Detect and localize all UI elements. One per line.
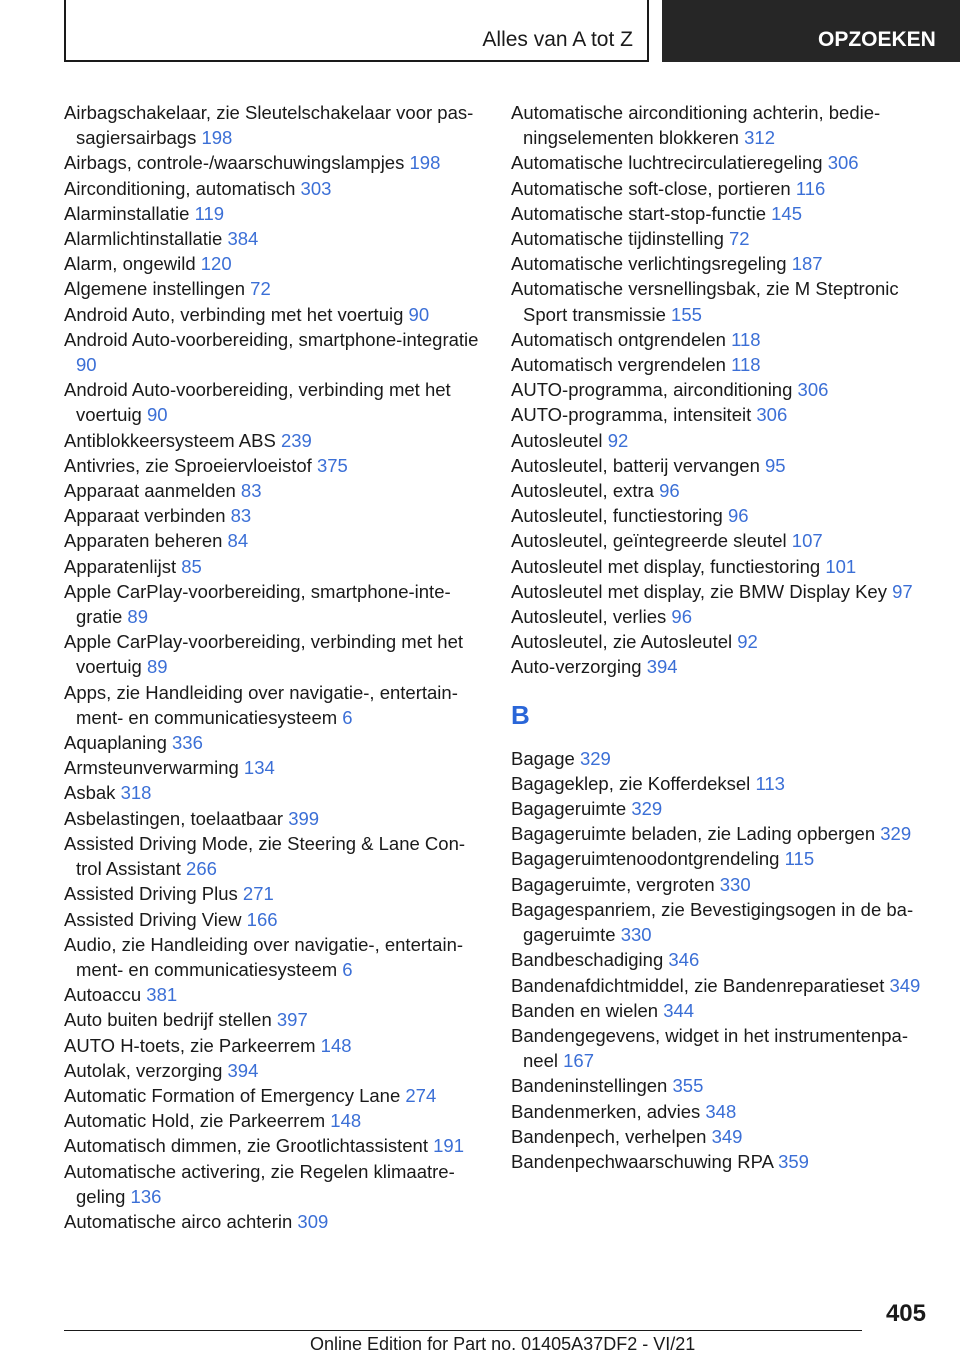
- page-reference-link[interactable]: 330: [719, 873, 751, 895]
- index-entry-text: Alarmlichtinstallatie: [64, 228, 223, 250]
- index-entry-text: Airconditioning, automatisch: [64, 177, 296, 199]
- index-entry: [64, 907, 484, 932]
- index-entry: [64, 1108, 484, 1133]
- page-reference-link[interactable]: 166: [246, 908, 278, 930]
- index-entry: [64, 327, 484, 377]
- index-entry-text: Bandenpechwaarschuwing RPA: [511, 1150, 773, 1172]
- page-reference-link[interactable]: 97: [892, 580, 913, 602]
- index-entry-text: Bandengegevens, widget in het instrumentenpaneel: [511, 1024, 909, 1072]
- index-entry-text: Assisted Driving View: [64, 908, 242, 930]
- index-entry: [511, 771, 931, 796]
- page-reference-link[interactable]: 397: [276, 1009, 308, 1031]
- page-reference-link[interactable]: 381: [146, 984, 178, 1006]
- page-reference-link[interactable]: 329: [579, 747, 611, 769]
- index-entry: [511, 503, 931, 528]
- index-entry-text: Bagageklep, zie Kofferdeksel: [511, 772, 751, 794]
- page-reference-link[interactable]: 6: [342, 706, 353, 728]
- page-reference-link[interactable]: 101: [825, 555, 857, 577]
- index-entry: [64, 881, 484, 906]
- index-entry: [511, 528, 931, 553]
- page-reference-link[interactable]: 329: [631, 798, 663, 820]
- page-reference-link[interactable]: 239: [280, 429, 312, 451]
- index-entry: [64, 1058, 484, 1083]
- page-reference-link[interactable]: 148: [320, 1034, 352, 1056]
- index-entry: [64, 251, 484, 276]
- index-entry-text: Apparaat aanmelden: [64, 480, 236, 502]
- index-entry-text: Alarm, ongewild: [64, 253, 196, 275]
- index-entry: [64, 100, 484, 150]
- index-entry: [64, 478, 484, 503]
- index-entry: [64, 831, 484, 881]
- page-reference-link[interactable]: 394: [227, 1059, 259, 1081]
- index-entry: [511, 226, 931, 251]
- index-entry-text: Autosleutel, functiestoring: [511, 505, 723, 527]
- page-reference-link[interactable]: 274: [405, 1084, 437, 1106]
- index-entry: [511, 428, 931, 453]
- page-reference-link[interactable]: 120: [200, 253, 232, 275]
- index-entry-text: Apparaat verbinden: [64, 505, 226, 527]
- index-column-left: [64, 100, 484, 1234]
- page-reference-link[interactable]: 96: [728, 505, 749, 527]
- index-entry: [511, 973, 931, 998]
- index-entry-text: Android Auto-voorbereiding, verbinding met het voertuig: [64, 379, 451, 426]
- section-letter: B: [511, 699, 530, 730]
- page-reference-link[interactable]: 136: [130, 1185, 162, 1207]
- index-entry: [511, 251, 931, 276]
- page-number: 405: [885, 1300, 926, 1327]
- index-entry-text: Autosleutel met display, zie BMW Display Key: [511, 580, 887, 602]
- page-reference-link[interactable]: 306: [827, 152, 859, 174]
- index-entry: [64, 982, 484, 1007]
- index-entry-text: Auto buiten bedrijf stellen: [64, 1009, 272, 1031]
- index-entry: [64, 276, 484, 301]
- index-entry: [511, 897, 931, 947]
- index-entry: [511, 276, 931, 326]
- index-entry: [511, 821, 931, 846]
- index-entry-text: Algemene instellingen: [64, 278, 246, 300]
- page-reference-link[interactable]: 187: [791, 253, 823, 275]
- footer-divider: [64, 1330, 862, 1331]
- page-reference-link[interactable]: 148: [330, 1110, 362, 1132]
- index-entry: [64, 579, 484, 629]
- page-reference-link[interactable]: 118: [731, 354, 761, 376]
- index-entry: [511, 1099, 931, 1124]
- index-entry-text: Autolak, verzorging: [64, 1059, 223, 1081]
- index-entry: [64, 377, 484, 427]
- index-entry-text: Bagageruimte, vergroten: [511, 873, 715, 895]
- index-entry: [511, 1124, 931, 1149]
- page-reference-link[interactable]: 72: [250, 278, 271, 300]
- index-entry: [511, 746, 931, 771]
- index-entry-text: Autosleutel, batterij vervangen: [511, 454, 760, 476]
- index-entry-text: Automatische activering, zie Regelen klimaatregeling: [64, 1160, 455, 1207]
- index-entry-text: Bandbeschadiging: [511, 949, 664, 971]
- page-reference-link[interactable]: 89: [146, 656, 168, 678]
- page-reference-link[interactable]: 6: [342, 958, 353, 980]
- index-entry-text: Assisted Driving Mode, zie Steering & Lane Control Assistant: [64, 832, 466, 880]
- page-reference-link[interactable]: 115: [784, 848, 815, 870]
- index-entry: [511, 100, 931, 150]
- index-entry: [511, 352, 931, 377]
- index-entry-text: Alarminstallatie: [64, 202, 190, 224]
- page-reference-link[interactable]: 83: [240, 480, 262, 502]
- page-reference-link[interactable]: 134: [243, 757, 275, 779]
- index-entry-text: Audio, zie Handleiding over navigatie-, entertainment- en communicatiesysteem: [64, 933, 464, 980]
- index-entry: [511, 947, 931, 972]
- page-reference-link[interactable]: 118: [731, 328, 761, 350]
- page-reference-link[interactable]: 349: [711, 1125, 743, 1147]
- index-entry: [64, 755, 484, 780]
- index-entry: [64, 680, 484, 730]
- page-reference-link[interactable]: 346: [668, 949, 700, 971]
- page-reference-link[interactable]: 92: [607, 429, 629, 451]
- index-entry-text: Asbelastingen, toelaatbaar: [64, 807, 284, 829]
- index-entry-text: Aquaplaning: [64, 732, 167, 754]
- page-reference-link[interactable]: 198: [409, 152, 441, 174]
- index-entry-text: Apps, zie Handleiding over navigatie-, entertainment- en communicatiesysteem: [64, 681, 458, 728]
- page-reference-link[interactable]: 344: [663, 999, 695, 1021]
- index-entry-text: Assisted Driving Plus: [64, 883, 238, 905]
- page-reference-link[interactable]: 329: [880, 823, 912, 845]
- section-title: Alles van A tot Z: [482, 28, 633, 51]
- index-entry-text: Automatische airconditioning achterin, bedieningselementen blokkeren: [511, 102, 881, 149]
- page-reference-link[interactable]: 113: [755, 772, 785, 794]
- page-reference-link[interactable]: 155: [671, 303, 702, 325]
- page-reference-link[interactable]: 72: [729, 228, 750, 250]
- index-entry: [511, 1023, 931, 1073]
- index-entry-text: Apple CarPlay-voorbereiding, verbinding met het voertuig: [64, 631, 463, 678]
- index-entry-text: Bandenpech, verhelpen: [511, 1125, 707, 1147]
- index-entry-text: Antiblokkeersysteem ABS: [64, 429, 276, 451]
- page-reference-link[interactable]: 116: [795, 177, 826, 199]
- index-entry: [64, 1033, 484, 1058]
- index-entry-text: Automatische soft-close, portieren: [511, 177, 791, 199]
- page-reference-link[interactable]: 266: [186, 858, 217, 880]
- index-entry-text: Autosleutel: [511, 429, 603, 451]
- page-reference-link[interactable]: 330: [620, 924, 652, 946]
- page-reference-link[interactable]: 303: [300, 177, 332, 199]
- index-entry: [511, 402, 931, 427]
- footer-edition: Online Edition for Part no. 01405A37DF2 - VI/21: [310, 1334, 696, 1354]
- index-entry: [64, 1007, 484, 1032]
- index-entry: [64, 226, 484, 251]
- index-entry: [511, 579, 931, 604]
- index-entry-text: Automatische start-stop-functie: [511, 202, 766, 224]
- index-entry: [64, 554, 484, 579]
- index-entry: [64, 176, 484, 201]
- index-entry: [511, 796, 931, 821]
- index-entry: [64, 1133, 484, 1158]
- index-entry: [511, 150, 931, 175]
- index-entry-text: AUTO-programma, intensiteit: [511, 404, 752, 426]
- page-reference-link[interactable]: 359: [778, 1150, 809, 1172]
- index-entry-text: Apparatenlijst: [64, 555, 177, 577]
- index-entry-text: Automatic Hold, zie Parkeerrem: [64, 1110, 326, 1132]
- index-entry: [64, 629, 484, 679]
- index-entry-text: Armsteunverwarming: [64, 757, 239, 779]
- index-column-right: [511, 100, 931, 1174]
- page-reference-link[interactable]: 306: [756, 404, 788, 426]
- index-entry-text: Bagageruimtenoodontgrendeling: [511, 848, 780, 870]
- index-entry: [511, 176, 931, 201]
- page-reference-link[interactable]: 90: [408, 303, 430, 325]
- page-reference-link[interactable]: 348: [705, 1100, 737, 1122]
- page-reference-link[interactable]: 312: [744, 127, 775, 149]
- page-reference-link[interactable]: 375: [316, 454, 348, 476]
- index-entry-text: Autosleutel, zie Autosleutel: [511, 631, 733, 653]
- index-entry: [64, 806, 484, 831]
- index-entry-text: Automatisch vergrendelen: [511, 354, 726, 376]
- page-reference-link[interactable]: 107: [791, 530, 823, 552]
- index-entry-text: Apple CarPlay-voorbereiding, smartphone-integratie: [64, 580, 451, 628]
- index-entry-text: Autoaccu: [64, 984, 142, 1006]
- page-reference-link[interactable]: 349: [889, 974, 921, 996]
- page-reference-link[interactable]: 167: [563, 1050, 594, 1072]
- index-entry: [511, 453, 931, 478]
- index-entry-text: Android Auto-voorbereiding, smartphone-integratie: [64, 328, 479, 350]
- header-box: [64, 0, 649, 62]
- index-entry: [64, 1159, 484, 1209]
- index-entry: [64, 302, 484, 327]
- index-entry: [511, 629, 931, 654]
- index-entry: [511, 654, 931, 679]
- page-reference-link[interactable]: 318: [120, 782, 152, 804]
- index-entry: [64, 780, 484, 805]
- index-entry-text: Autosleutel met display, functiestoring: [511, 555, 821, 577]
- index-entry-text: Automatische airco achterin: [64, 1210, 293, 1232]
- index-entry: [64, 150, 484, 175]
- page-reference-link[interactable]: 145: [771, 202, 803, 224]
- page-reference-link[interactable]: 85: [181, 555, 202, 577]
- index-entry-text: AUTO-programma, airconditioning: [511, 379, 793, 401]
- index-entry: [64, 730, 484, 755]
- index-entry-text: Bandenmerken, advies: [511, 1100, 701, 1122]
- page-reference-link[interactable]: 394: [646, 656, 678, 678]
- index-entry-text: Bagageruimte beladen, zie Lading opbergen: [511, 823, 876, 845]
- index-entry-text: Automatisch ontgrendelen: [511, 328, 726, 350]
- index-entry-text: Automatische tijdinstelling: [511, 228, 724, 250]
- index-entry-text: Airbags, controle-/waarschuwingslampjes: [64, 152, 405, 174]
- page-reference-link[interactable]: 309: [297, 1210, 329, 1232]
- index-entry-text: Bagage: [511, 747, 575, 769]
- page-reference-link[interactable]: 271: [242, 883, 274, 905]
- index-entry: [511, 327, 931, 352]
- index-entry-text: Automatische verlichtingsregeling: [511, 253, 787, 275]
- index-entry: [511, 554, 931, 579]
- index-entry-text: Banden en wielen: [511, 999, 659, 1021]
- index-entry-text: Antivries, zie Sproeiervloeistof: [64, 454, 312, 476]
- index-entry-text: Auto-verzorging: [511, 656, 642, 678]
- page-reference-link[interactable]: 83: [230, 505, 252, 527]
- page-reference-link[interactable]: 89: [127, 606, 148, 628]
- index-entry: [511, 377, 931, 402]
- page-reference-link[interactable]: 384: [227, 228, 259, 250]
- page-reference-link[interactable]: 95: [765, 454, 786, 476]
- index-entry-text: Bagageruimte: [511, 798, 627, 820]
- index-entry: [511, 872, 931, 897]
- index-entry: [64, 201, 484, 226]
- page-reference-link[interactable]: 355: [672, 1075, 704, 1097]
- index-entry: [64, 932, 484, 982]
- index-entry-text: Automatisch dimmen, zie Grootlichtassistent: [64, 1135, 428, 1157]
- index-entry-text: Automatische versnellingsbak, zie M Steptronic Sport transmissie: [511, 278, 899, 325]
- index-entry: [511, 1073, 931, 1098]
- index-entry: [64, 428, 484, 453]
- page-reference-link[interactable]: 90: [76, 354, 97, 376]
- index-entry: [64, 503, 484, 528]
- page-reference-link[interactable]: 119: [194, 202, 225, 224]
- page-reference-link[interactable]: 191: [433, 1135, 464, 1157]
- index-entry-text: Bandenafdichtmiddel, zie Bandenreparatieset: [511, 974, 885, 996]
- index-entry: [64, 453, 484, 478]
- index-entry: [511, 846, 931, 871]
- page-reference-link[interactable]: 84: [227, 530, 249, 552]
- page-reference-link[interactable]: 198: [201, 127, 233, 149]
- index-entry: [511, 478, 931, 503]
- index-entry-text: Autosleutel, verlies: [511, 606, 667, 628]
- page-reference-link[interactable]: 92: [737, 631, 758, 653]
- index-entry-text: Autosleutel, extra: [511, 480, 654, 502]
- index-entry: [511, 998, 931, 1023]
- page-reference-link[interactable]: 96: [659, 480, 680, 502]
- index-entry: [511, 201, 931, 226]
- index-entry-text: Airbagschakelaar, zie Sleutelschakelaar voor passagiersairbags: [64, 102, 474, 149]
- index-entry-text: Bandeninstellingen: [511, 1075, 668, 1097]
- index-entry-text: Automatic Formation of Emergency Lane: [64, 1084, 401, 1106]
- index-entry-text: AUTO H-toets, zie Parkeerrem: [64, 1034, 316, 1056]
- index-entry-text: Android Auto, verbinding met het voertuig: [64, 303, 404, 325]
- index-entry: [64, 528, 484, 553]
- page-reference-link[interactable]: 90: [146, 404, 168, 426]
- index-entry-text: Automatische luchtrecirculatieregeling: [511, 152, 823, 174]
- page-reference-link[interactable]: 96: [671, 606, 692, 628]
- index-entry-text: Bagagespanriem, zie Bevestigingsogen in de bagageruimte: [511, 898, 914, 946]
- index-entry-text: Autosleutel, geïntegreerde sleutel: [511, 530, 787, 552]
- index-entry-text: Apparaten beheren: [64, 530, 223, 552]
- index-entry: [511, 1149, 931, 1174]
- index-entry: [511, 604, 931, 629]
- page-reference-link[interactable]: 336: [172, 732, 203, 754]
- index-entry: [64, 1083, 484, 1108]
- index-entry-text: Asbak: [64, 782, 116, 804]
- tab-opzoeken[interactable]: OPZOEKEN: [662, 0, 960, 62]
- page-reference-link[interactable]: 399: [288, 807, 320, 829]
- index-entry: [64, 1209, 484, 1234]
- page-reference-link[interactable]: 306: [797, 379, 829, 401]
